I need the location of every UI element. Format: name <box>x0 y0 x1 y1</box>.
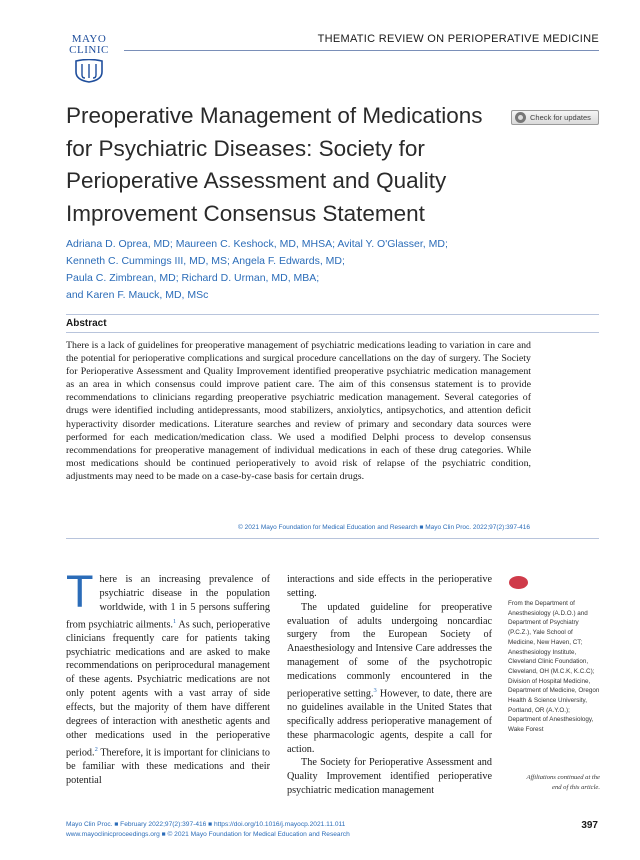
body-paragraph: The Society for Perioperative Assessment and Quality Improvement identified perioperative psychiatric medication management <box>287 757 492 797</box>
author-line[interactable]: Kenneth C. Cummings III, MD, MS; Angela F. Edwards, MD; <box>66 255 345 267</box>
logo-line-2: CLINIC <box>69 44 109 56</box>
body-text: Therefore, it is important for clinicians to be familiar with these medications and their potential <box>66 746 270 786</box>
body-paragraph: interactions and side effects in the perioperative setting. <box>287 574 492 599</box>
abstract-top-rule <box>66 314 599 315</box>
check-for-updates-button[interactable] <box>511 110 599 125</box>
header-rule <box>124 50 599 51</box>
footer-citation[interactable]: Mayo Clin Proc. ■ February 2022;97(2):397-416 ■ https://doi.org/10.1016/j.mayocp.2021.11.011 <box>66 821 346 828</box>
affiliation-icon <box>509 576 528 589</box>
author-line[interactable]: Paula C. Zimbrean, MD; Richard D. Urman, MD, MBA; <box>66 272 320 284</box>
body-paragraph <box>287 601 492 757</box>
author-line[interactable]: and Karen F. Mauck, MD, MSc <box>66 289 209 301</box>
abstract-heading-rule <box>66 332 599 333</box>
mayo-shield-icon <box>74 59 104 83</box>
body-text: However, to date, there are no guidelines available in the United States that specifically address perioperative management of these pharmacologic agents, despite a call for action. <box>287 688 492 755</box>
footer-website[interactable]: www.mayoclinicproceedings.org ■ © 2021 Mayo Foundation for Medical Education and Research <box>66 831 350 838</box>
abstract-copyright: © 2021 Mayo Foundation for Medical Education and Research ■ Mayo Clin Proc. 2022;97(2):397-416 <box>238 524 530 531</box>
body-column-1 <box>66 566 271 787</box>
abstract-bottom-rule <box>66 538 599 539</box>
reference-link[interactable]: 3 <box>373 686 377 694</box>
affiliations: From the Department of Anesthesiology (A.D.O.) and Department of Psychiatry (P.C.Z.), Yale School of Medicine, New Haven, CT; Anesthesiology Institute, Cleveland Clinic Foundation, Cleveland, OH (M.C.K, K.C.C); Division of Hospital Medicine, Department of Medicine, Oregon Health & Science University, Portland, OR (A.Y.O.); Department of Anesthesiology, Wake Forest <box>508 600 600 734</box>
body-text: here is an increasing prevalence of psychiatric disease in the population worldwide, with 1 in 5 persons suffering from psychiatric ailments. <box>66 574 270 630</box>
drop-cap: T <box>66 566 94 617</box>
author-line[interactable]: Adriana D. Oprea, MD; Maureen C. Keshock, MD, MHSA; Avital Y. O'Glasser, MD; <box>66 238 448 250</box>
check-for-updates-label: Check for updates <box>530 113 591 122</box>
abstract-heading: Abstract <box>66 318 107 329</box>
body-text: As such, perioperative clinicians frequently care for patients taking psychiatric medications and are asked to make recommendations on periprocedural management of these agents. Psychiatric medications are not only potent agents with a vast array of side effects, but the majority of them have different degrees of interaction with anesthetic agents and other medications used in the perioperative period. <box>66 618 271 758</box>
page-number: 397 <box>581 820 598 831</box>
author-list <box>66 236 536 304</box>
update-badge-icon <box>515 112 526 123</box>
reference-link[interactable]: 2 <box>94 745 98 753</box>
affiliations-note: Affiliations continued at the end of this article. <box>526 774 600 791</box>
body-column-2 <box>287 573 492 798</box>
page-footer <box>66 820 350 840</box>
section-heading: THEMATIC REVIEW ON PERIOPERATIVE MEDICINE <box>317 33 599 45</box>
abstract-text: There is a lack of guidelines for preoperative management of psychiatric medications leading to variation in care and the potential for perioperative complications and surgical procedure cancellations on the day of surgery. The Society for Perioperative Assessment and Quality Improvement identified preoperative psychiatric medication management as an area in which consensus could improve patient care. The aim of this consensus statement is to provide recommendations to clinicians regarding preoperative psychiatric medication management. Several categories of drugs were identified including antidepressants, mood stabilizers, anxiolytics, antipsychotics, and attention deficit hyperactivity disorder medications. Literature searches and review of primary and secondary data sources were performed for each medication/medication class. We used a modified Delphi process to develop consensus recommendations for preoperative management of individual medications in each of these drug categories. While most medications should be continued perioperatively to avoid risk of relapse of the psychiatric condition, adjustments may need to be made on a case-by-case basis for certain drugs. <box>66 340 531 482</box>
body-text: The updated guideline for preoperative evaluation of adults undergoing noncardiac surgery from the European Society of Anaesthesiology and Intensive Care addresses the management of some of the psychotropic medications commonly encountered in the perioperative setting. <box>287 601 492 700</box>
article-title: Preoperative Management of Medications for Psychiatric Diseases: Society for Perioperative Assessment and Quality Improvement Consensus Statement <box>66 103 483 226</box>
mayo-clinic-logo <box>66 34 112 83</box>
reference-link[interactable]: 1 <box>172 617 177 625</box>
logo-line-1: MAYO <box>71 33 107 45</box>
